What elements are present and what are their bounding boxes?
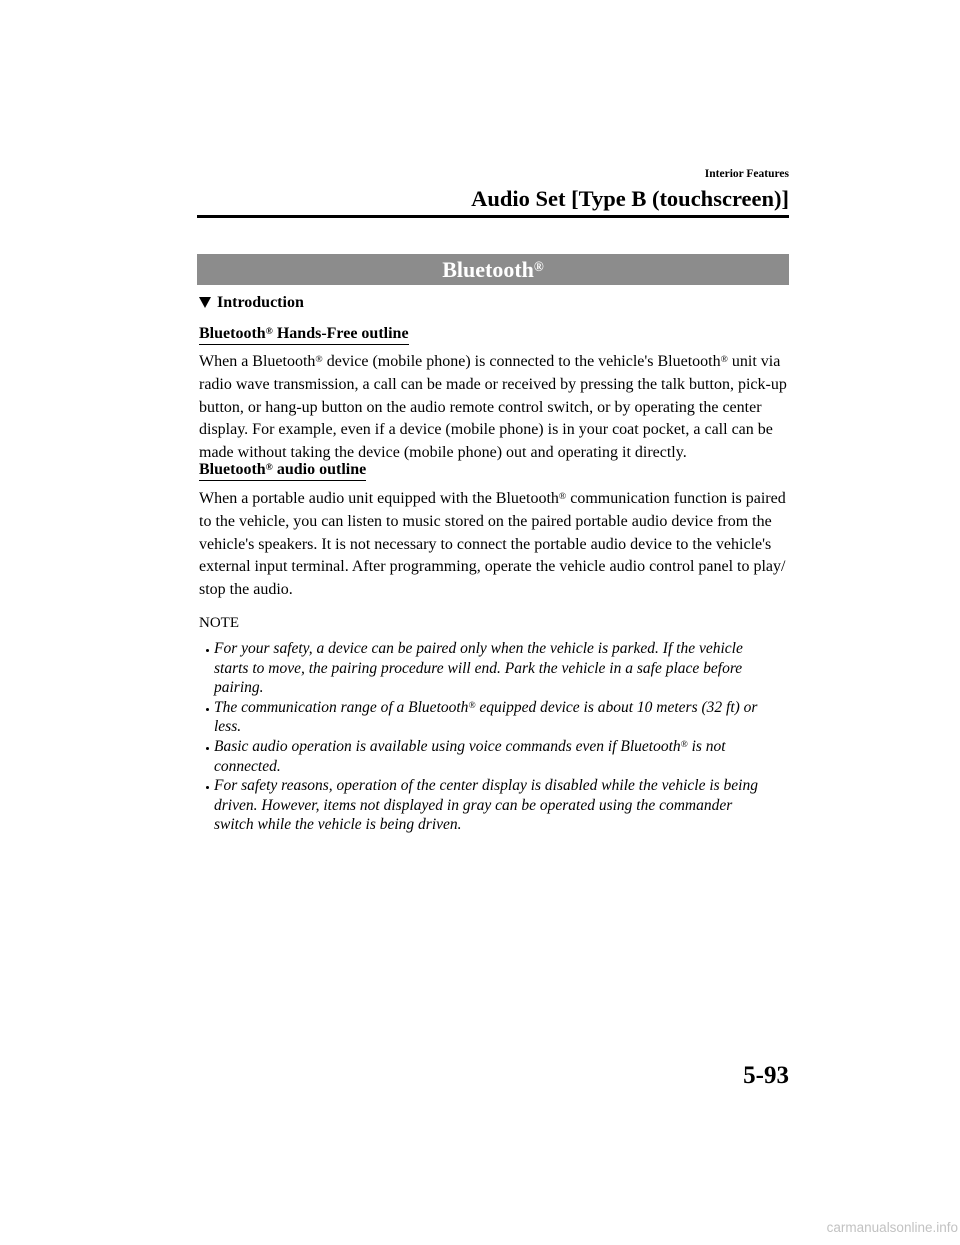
header-rule (197, 215, 789, 218)
note-line: The communication range of a Bluetooth® equipped device is about 10 meters (32 ft) or (214, 698, 758, 716)
paragraph-line: made without taking the device (mobile phone) out and operating it directly. (199, 444, 687, 461)
bullet-icon (206, 649, 209, 652)
banner-title: Bluetooth® (442, 257, 544, 282)
note-text (214, 698, 799, 737)
note-line: less. (214, 718, 242, 736)
paragraph-line: stop the audio. (199, 581, 293, 598)
introduction-heading (199, 293, 399, 313)
audio-outline-paragraph (199, 488, 786, 602)
audio-outline-heading: Bluetooth® audio outline (199, 460, 366, 481)
note-text (214, 776, 799, 835)
note-line: starts to move, the pairing procedure will end. Park the vehicle in a safe place before (214, 659, 743, 677)
hands-free-paragraph (199, 351, 787, 465)
note-text (214, 737, 799, 776)
note-line: Basic audio operation is available using voice commands even if Bluetooth® is not (214, 737, 726, 755)
paragraph-line: button, or hang-up button on the audio remote control switch, or by operating the center (199, 398, 762, 416)
note-item (199, 737, 799, 776)
note-line: connected. (214, 757, 281, 775)
paragraph-line: When a Bluetooth® device (mobile phone) is connected to the vehicle's Bluetooth® unit via (199, 353, 781, 370)
bullet-icon (206, 786, 209, 789)
section-header: Interior Features (704, 168, 789, 180)
paragraph-line: When a portable audio unit equipped with the Bluetooth® communication function is paired (199, 490, 786, 507)
watermark: carmanualsonline.info (826, 1220, 958, 1235)
paragraph-line: vehicle's speakers. It is not necessary to connect the portable audio device to the vehicle's (199, 535, 772, 553)
note-item (199, 639, 799, 698)
note-line: switch while the vehicle is being driven. (214, 816, 462, 834)
triangle-down-icon (199, 297, 211, 308)
note-label: NOTE (199, 615, 239, 631)
paragraph-line: display. For example, even if a device (mobile phone) is in your coat pocket, a call can be (199, 421, 773, 439)
note-item (199, 776, 799, 835)
chapter-title: Audio Set [Type B (touchscreen)] (471, 186, 789, 211)
note-line: pairing. (214, 679, 264, 697)
introduction-label: Introduction (217, 294, 304, 311)
note-line: For safety reasons, operation of the center display is disabled while the vehicle is being (214, 777, 758, 795)
bullet-icon (206, 747, 209, 750)
bullet-icon (206, 708, 209, 711)
note-text (214, 639, 799, 698)
note-line: For your safety, a device can be paired only when the vehicle is parked. If the vehicle (214, 640, 743, 657)
section-banner (197, 254, 789, 285)
note-item (199, 698, 799, 737)
paragraph-line: radio wave transmission, a call can be made or received by pressing the talk button, pick-up (199, 375, 787, 393)
note-list (199, 639, 799, 835)
page-number: 5-93 (743, 1062, 789, 1089)
note-line: driven. However, items not displayed in gray can be operated using the commander (214, 796, 733, 814)
paragraph-line: to the vehicle, you can listen to music stored on the paired portable audio device from the (199, 512, 772, 530)
hands-free-heading: Bluetooth® Hands-Free outline (199, 324, 409, 345)
paragraph-line: external input terminal. After programming, operate the vehicle audio control panel to play/ (199, 558, 786, 576)
